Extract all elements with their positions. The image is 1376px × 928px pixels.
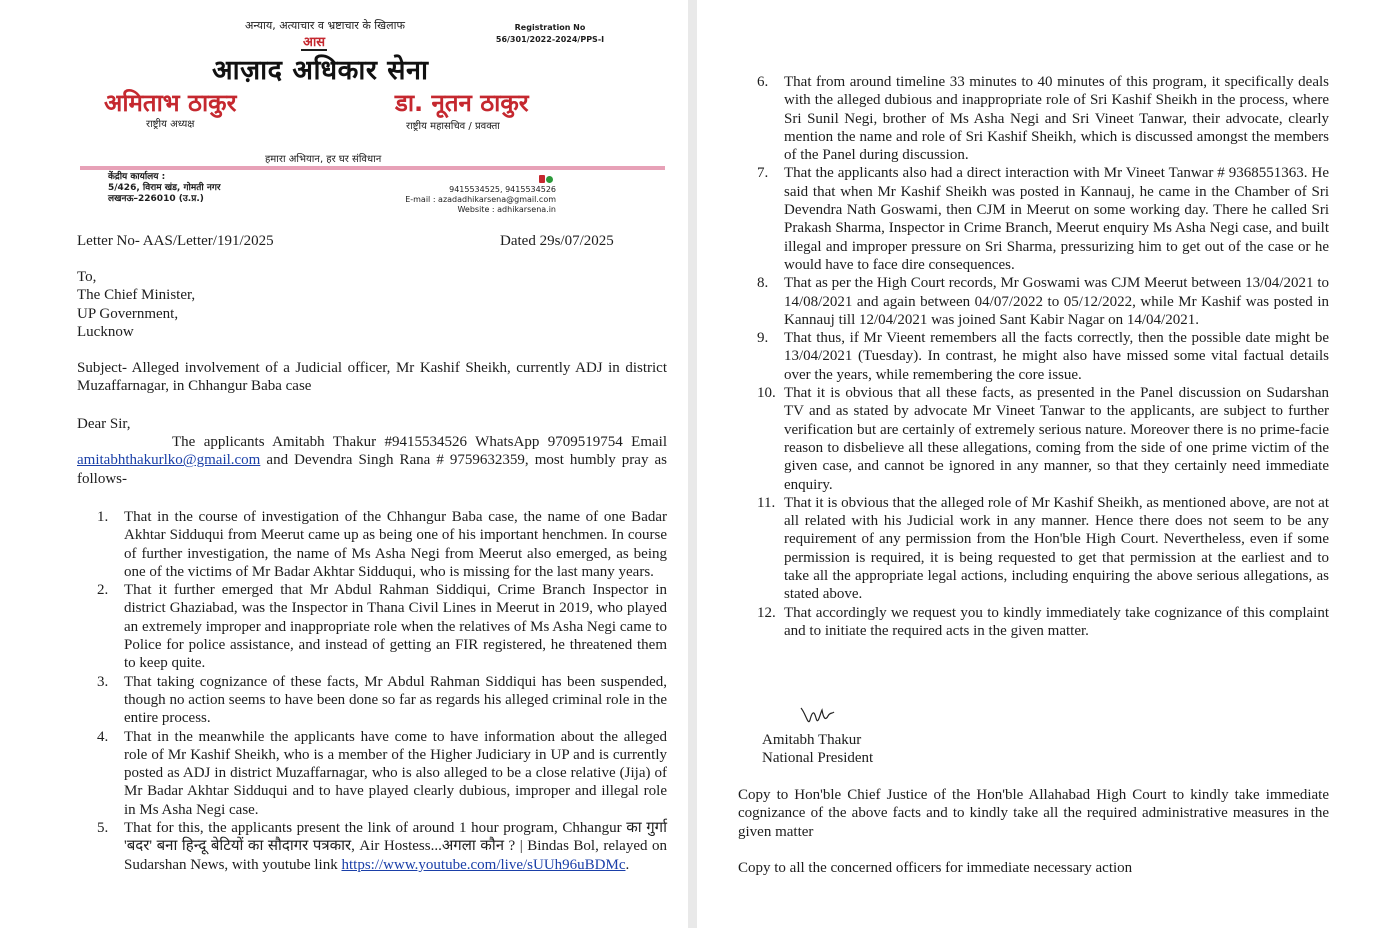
letterhead-tagline: अन्याय, अत्याचार व भ्रष्टाचार के खिलाफ [245, 19, 405, 32]
signer-title: National President [762, 750, 874, 767]
address-line: Lucknow [77, 323, 134, 340]
leader-1-role: राष्ट्रीय अध्यक्ष [146, 119, 195, 130]
leader-1-name: अमिताभ ठाकुर [104, 89, 237, 117]
list-item [757, 604, 1329, 641]
item-number: 7. [757, 165, 769, 182]
item-text: That as per the High Court records, Mr Goswami was CJM Meerut between 13/04/2021 to 14/08/2021 and again between 04/07/2022 to 05/12/2022, while Mr Kashif was posted in Kannauj till 12/04/2021 was joined Sant Kabir Nagar on 14/04/2021. [784, 275, 1329, 328]
address-line: The Chief Minister, [77, 287, 196, 304]
item-text: That the applicants also had a direct interaction with Mr Vineet Tanwar # 9368551363. He said that when Mr Kashif Sheikh was posted in Kannauj, he came in the Chamber of Sri Devendra Nath Goswami, then CJM in Meerut on some working day. There he called Sri Prakash Sharma, Inspector in Crime Branch, Meerut enquiry Ms Asha Negi case, and built illegal and improper pressure on Sri Sharma, pressurizing him to get out of the case or he would have to face dire consequences. [784, 165, 1329, 273]
leader-2-name: डा. नूतन ठाकुर [395, 89, 529, 117]
list-item [97, 581, 667, 672]
office-line: 5/426, विराम खंड, गोमती नगर [108, 183, 221, 193]
item-text: That it is obvious that all these facts, as presented in the Panel discussion on Sudarshan TV and as stated by advocate Mr Vineet Tanwar to the applicants, are subject to further verification but are certainly of extremely serious nature. Moreover there is no prime-facie reason to disbelieve all these allegations, coming from the side of one prime victim of the given case, and cannot be ignored in any manner, so that they certainly need immediate enquiry. [784, 385, 1329, 493]
salutation: Dear Sir, [77, 416, 131, 432]
list-item [757, 384, 1329, 494]
points-list-page-2 [757, 73, 1329, 640]
address-line: To, [77, 269, 97, 285]
list-item [757, 329, 1329, 384]
item-number: 4. [97, 728, 109, 745]
copy-to-high-court: Copy to Hon'ble Chief Justice of the Hon'ble Allahabad High Court to kindly take immediate cognizance of the above facts and to kindly take all the required administrative measures in the given matter [738, 787, 1329, 840]
list-item [757, 494, 1329, 604]
item-text: That taking cognizance of these facts, Mr Abdul Rahman Siddiqui has been suspended, though no action seems to have been done so far as regards his alleged criminal role in the entire process. [124, 673, 667, 727]
letter-subject: Subject- Alleged involvement of a Judicial officer, Mr Kashif Sheikh, currently ADJ in district Muzaffarnagar, in Chhangur Baba case [77, 360, 667, 395]
item-text: That for this, the applicants present the link of around 1 hour program, Chhangur का गुर्गा 'बदर' बना हिन्दू बेटियों का सौदागर पत्रकार, Air Hostess...अगला कौन ? | Bindas Bol, relayed on Sudarshan News, with youtube link [124, 820, 667, 873]
list-item [757, 73, 1329, 164]
phone-line [402, 175, 556, 195]
points-list-page-1 [97, 508, 667, 874]
item-text: That in the meanwhile the applicants have come to have information about the alleged role of Mr Kashif Sheikh, who is a member of the Higher Judiciary in UP and is currently posted as ADJ in district Muzaffarnagar, who is also alleged to be a close relative (Jija) of Mr Badar Akhtar Sidduqui and to have played clearly dubious, improper and illegal role in Ms Asha Negi case. [124, 728, 667, 818]
registration-block [481, 22, 619, 46]
signature-block [762, 731, 873, 768]
item-number: 6. [757, 74, 769, 90]
contact-block [402, 175, 556, 215]
organization-logo: आस [303, 35, 326, 50]
office-line: लखनऊ–226010 (उ.प्र.) [108, 194, 204, 204]
recipient-address [77, 268, 195, 341]
applicant-email-link[interactable]: amitabhthakurlko@gmail.com [77, 452, 261, 469]
office-address [108, 172, 221, 205]
intro-text: The applicants Amitabh Thakur #9415534526 WhatsApp 9709519754 Email [172, 434, 667, 450]
registration-label: Registration No [514, 23, 586, 32]
item-number: 3. [97, 673, 109, 690]
item-number: 11. [757, 494, 776, 511]
intro-paragraph [77, 433, 667, 488]
handwritten-signature [798, 704, 838, 732]
copy-to-officers: Copy to all the concerned officers for immediate necessary action [738, 860, 1133, 876]
item-number: 10. [757, 385, 776, 402]
phone-numbers: 9415534525, 9415534526 [449, 185, 556, 194]
youtube-link[interactable]: https://www.youtube.com/live/sUUh96uBDMc [341, 856, 626, 873]
signer-name: Amitabh Thakur [762, 732, 862, 748]
contact-email: E-mail : azadadhikarsena@gmail.com [405, 195, 556, 204]
address-line: UP Government, [77, 305, 179, 322]
office-line: केंद्रीय कार्यालय : [108, 172, 166, 182]
item-number: 5. [97, 820, 109, 837]
phone-whatsapp-icon [402, 175, 554, 185]
organization-name: आज़ाद अधिकार सेना [212, 55, 429, 86]
item-number: 2. [97, 582, 109, 599]
item-text: That accordingly we request you to kindly immediately take cognizance of this complaint and to initiate the required acts in the given matter. [784, 604, 1329, 639]
item-text: That from around timeline 33 minutes to 40 minutes of this program, it specifically deals with the alleged dubious and inappropriate role of Sri Kashif Sheikh in the process, where Sri Sunil Negi, brother of Ms Asha Negi and Sri Vineet Tanwar, their advocate, clearly mention the name and role of Sri Kashif Sheikh, which is discussed amongst the members of the Panel during discussion. [784, 74, 1329, 164]
list-item [97, 508, 667, 581]
item-text: That it further emerged that Mr Abdul Rahman Siddiqui, Crime Branch Inspector in district Ghaziabad, was the Inspector in Thana Civil Lines in Meerut in 2019, who played an extremely improper and inappropriate role when the relatives of Ms Asha Negi came to Police for police assistance, and instead of getting an FIR registered, he threatened them to keep quite. [124, 582, 667, 672]
item-text: That in the course of investigation of the Chhangur Baba case, the name of one Badar Akhtar Sidduqui from Meerut came up as being one of his important henchmen. In course of further investigation, the name of Ms Asha Negi from Meerut also emerged, as being one of the victims of Mr Badar Akhtar Sidduqui, who is missing for the last many years. [124, 509, 667, 580]
registration-number: 56/301/2022-2024/PPS-I [495, 35, 605, 44]
list-item [97, 673, 667, 728]
list-item [97, 819, 667, 874]
item-number: 1. [97, 509, 109, 525]
item-text: That it is obvious that the alleged role of Mr Kashif Sheikh, as mentioned above, are not at all related with his Judicial work in any manner. Hence there does not seem to be any requirement of any permission from the Hon'ble High Court. Nevertheless, even if some permission is required, it is being requested to get that permission at the earliest and to take all the appropriate legal actions, including enquiring the above serious allegations, as stated above. [784, 494, 1329, 603]
item-number: 9. [757, 330, 769, 347]
list-item [757, 164, 1329, 274]
intro-text-continued: and Devendra Singh Rana # 9759632359, most humbly pray as follows- [77, 452, 667, 487]
item-text: That thus, if Mr Vieent remembers all the facts correctly, then the possible date might be 13/04/2021 (Tuesday). In contrast, he might also have missed some vital factual details over the years, while remembering the core issue. [784, 330, 1329, 383]
letter-date: Dated 29s/07/2025 [500, 233, 614, 249]
link-period: . [625, 856, 630, 873]
letter-number: Letter No- AAS/Letter/191/2025 [77, 233, 274, 249]
letterhead-motto: हमारा अभियान, हर घर संविधान [265, 154, 382, 165]
item-number: 8. [757, 275, 769, 292]
item-number: 12. [757, 604, 776, 621]
leader-2-role: राष्ट्रीय महासचिव / प्रवक्ता [406, 121, 500, 132]
list-item [757, 274, 1329, 329]
contact-website: Website : adhikarsena.in [457, 205, 556, 214]
list-item [97, 728, 667, 819]
letterhead-divider [80, 166, 665, 170]
